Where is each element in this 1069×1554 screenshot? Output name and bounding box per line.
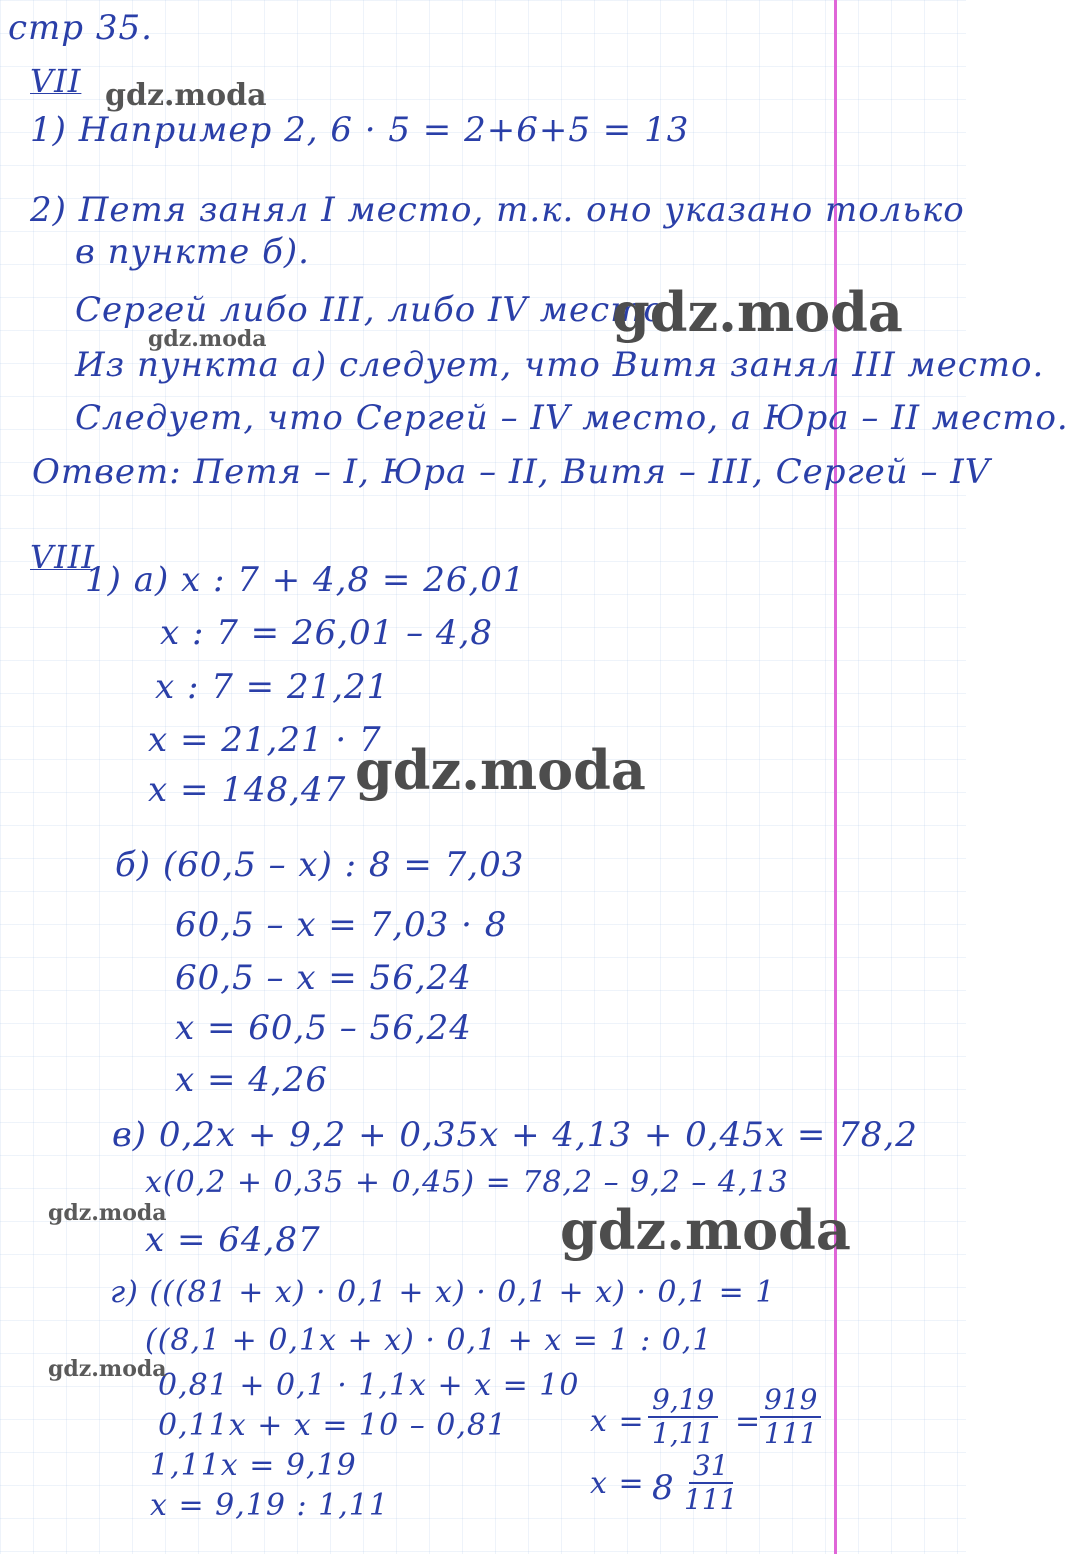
section-7-label: VII	[30, 62, 82, 100]
margin-line	[834, 0, 837, 1554]
section-7-line-4: Из пункта а) следует, что Витя занял III место.	[75, 345, 1045, 385]
eq-d-line-3: 0,81 + 0,1 · 1,1x + x = 10	[158, 1368, 580, 1403]
frac-equals: =	[735, 1404, 762, 1439]
eq-a-line-3: x : 7 = 21,21	[155, 667, 390, 707]
fraction-1-numerator: 9,19	[648, 1384, 718, 1418]
fraction-2-numerator: 919	[760, 1384, 821, 1418]
section-7-line-1: 1) Например 2, 6 · 5 = 2+6+5 = 13	[30, 110, 690, 150]
fraction-2	[760, 1384, 821, 1450]
watermark: gdz.moda	[105, 78, 267, 113]
fraction-1	[648, 1384, 718, 1450]
fraction-3-numerator: 31	[689, 1450, 733, 1484]
eq-d-line-1: г) (((81 + x) · 0,1 + x) · 0,1 + x) · 0,1 = 1	[110, 1275, 776, 1310]
eq-a-line-1: 1) а) x : 7 + 4,8 = 26,01	[85, 560, 526, 600]
fraction-1-denominator: 1,11	[652, 1417, 715, 1450]
mixed-number-whole: 8	[652, 1468, 675, 1508]
eq-c-line-2: x(0,2 + 0,35 + 0,45) = 78,2 – 9,2 – 4,13	[145, 1165, 789, 1200]
section-7-line-2a: 2) Петя занял I место, т.к. оно указано только	[30, 190, 965, 230]
watermark: gdz.moda	[48, 1356, 167, 1382]
section-7-line-5: Следует, что Сергей – IV место, а Юра – II место.	[75, 398, 1069, 438]
eq-d-line-2: ((8,1 + 0,1x + x) · 0,1 + x = 1 : 0,1	[145, 1323, 713, 1358]
watermark: gdz.moda	[48, 1200, 167, 1226]
eq-b-line-1: б) (60,5 – x) : 8 = 7,03	[115, 845, 525, 885]
eq-c-line-3: x = 64,87	[145, 1220, 321, 1260]
eq-b-line-3: 60,5 – x = 56,24	[175, 958, 472, 998]
watermark: gdz.moda	[560, 1198, 851, 1262]
eq-c-line-1: в) 0,2x + 9,2 + 0,35x + 4,13 + 0,45x = 78,2	[112, 1115, 918, 1155]
eq-d-line-5: 1,11x = 9,19	[150, 1448, 357, 1483]
eq-b-line-4: x = 60,5 – 56,24	[175, 1008, 472, 1048]
watermark: gdz.moda	[355, 738, 646, 802]
fraction-2-denominator: 111	[764, 1417, 818, 1450]
section-7-line-3: Сергей либо III, либо IV место	[75, 290, 665, 330]
page-header: стр 35.	[8, 8, 153, 48]
section-7-line-2b: в пункте б).	[75, 232, 310, 272]
eq-a-line-4: x = 21,21 · 7	[148, 720, 382, 760]
eq-a-line-5: x = 148,47	[148, 770, 347, 810]
frac-x-eq-2: x =	[590, 1466, 645, 1501]
eq-d-line-4: 0,11x + x = 10 – 0,81	[158, 1408, 508, 1443]
section-7-answer: Ответ: Петя – I, Юра – II, Витя – III, Сергей – IV	[32, 452, 991, 492]
fraction-3-denominator: 111	[684, 1483, 738, 1516]
frac-x-eq-1: x =	[590, 1404, 645, 1439]
eq-d-line-6: x = 9,19 : 1,11	[150, 1488, 389, 1523]
watermark: gdz.moda	[148, 326, 267, 352]
section-8-label: VIII	[30, 538, 96, 576]
fraction-3	[680, 1450, 741, 1516]
eq-b-line-2: 60,5 – x = 7,03 · 8	[175, 905, 508, 945]
eq-b-line-5: x = 4,26	[175, 1060, 328, 1100]
eq-a-line-2: x : 7 = 26,01 – 4,8	[160, 613, 494, 653]
watermark: gdz.moda	[612, 280, 903, 344]
